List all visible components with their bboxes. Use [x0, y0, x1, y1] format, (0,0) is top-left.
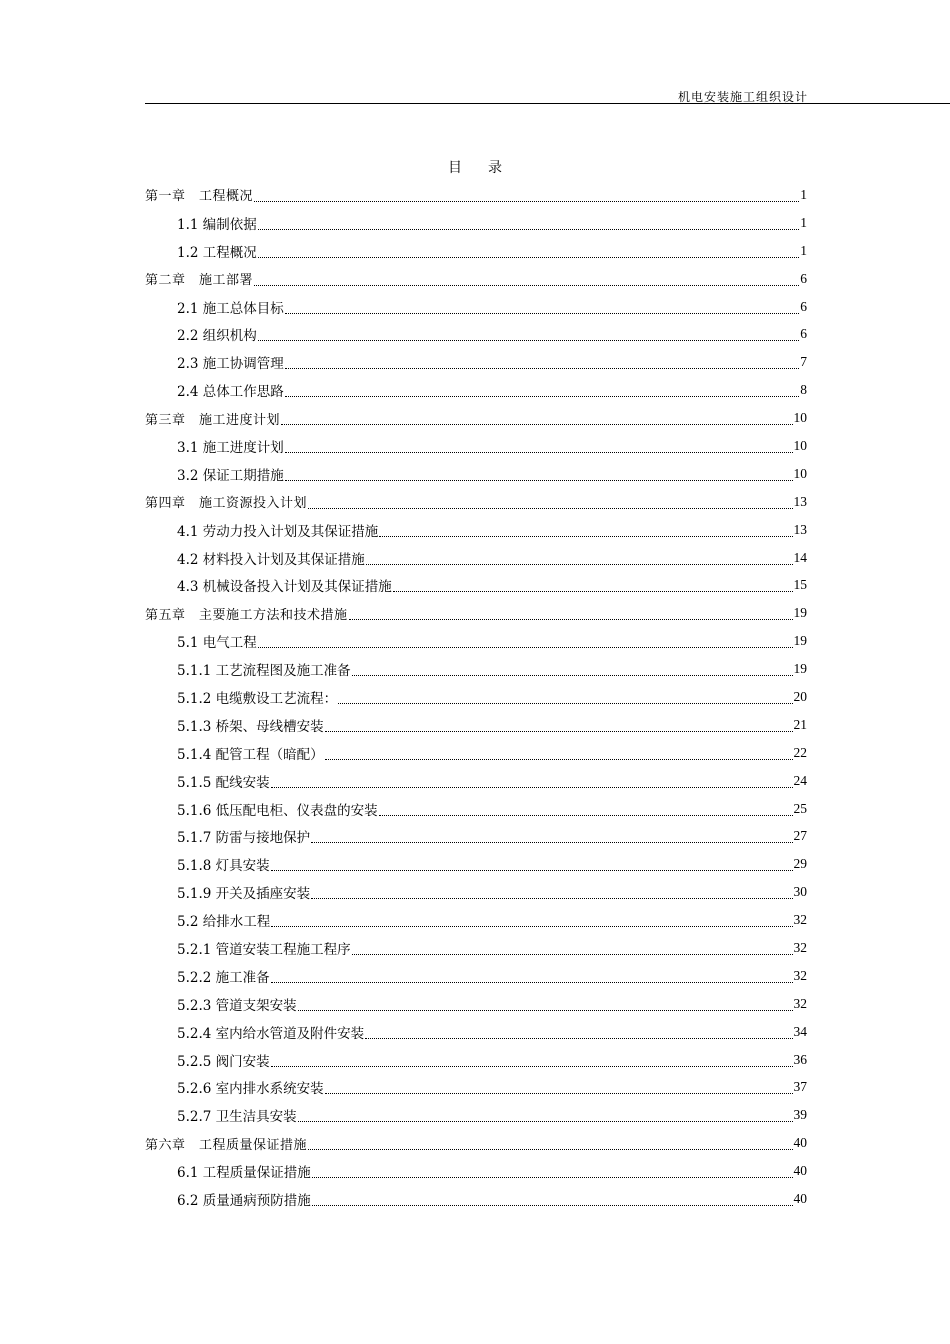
toc-section-entry[interactable] [145, 376, 807, 404]
toc-entry-page-number: 1 [800, 214, 807, 230]
toc-entry-label: 第三章 施工进度计划 [145, 412, 281, 428]
toc-section-entry[interactable] [145, 237, 807, 265]
toc-dot-leader [298, 1009, 793, 1011]
toc-entry-label: 5.2.1 管道安装工程施工程序 [177, 941, 351, 958]
toc-dot-leader [258, 646, 793, 648]
toc-entry-page-number: 10 [793, 437, 807, 453]
toc-dot-leader [379, 814, 793, 816]
toc-section-entry[interactable] [145, 850, 807, 878]
toc-dot-leader [325, 1092, 793, 1094]
toc-dot-leader [379, 535, 792, 537]
toc-entry-page-number: 15 [793, 577, 807, 593]
toc-section-entry[interactable] [145, 1074, 807, 1102]
toc-entry-page-number: 6 [800, 326, 807, 342]
toc-entry-label: 5.1.2 电缆敷设工艺流程： [177, 690, 338, 707]
toc-entry-page-number: 13 [793, 493, 807, 509]
toc-dot-leader [338, 702, 792, 704]
toc-entry-label: 6.2 质量通病预防措施 [177, 1193, 311, 1209]
toc-section-entry[interactable] [145, 627, 807, 655]
toc-dot-leader [312, 1204, 793, 1206]
toc-dot-leader [365, 1037, 792, 1039]
toc-entry-page-number: 32 [793, 995, 807, 1011]
toc-section-entry[interactable] [145, 544, 807, 572]
toc-section-entry[interactable] [145, 460, 807, 488]
toc-dot-leader [254, 200, 799, 202]
header-rule [145, 103, 950, 104]
toc-entry-page-number: 19 [793, 633, 807, 649]
toc-entry-page-number: 27 [793, 828, 807, 844]
toc-entry-page-number: 21 [793, 716, 807, 732]
toc-entry-label: 2.4 总体工作思路 [177, 384, 284, 401]
toc-dot-leader [298, 1120, 793, 1122]
toc-entry-label: 1.2 工程概况 [177, 244, 257, 261]
toc-dot-leader [352, 674, 793, 676]
toc-entry-label: 第二章 施工部署 [145, 273, 254, 289]
toc-dot-leader [311, 841, 792, 843]
toc-entry-page-number: 10 [793, 410, 807, 426]
toc-title: 目录 [448, 160, 528, 176]
toc-dot-leader [312, 1176, 793, 1178]
toc-section-entry[interactable] [145, 320, 807, 348]
toc-dot-leader [285, 312, 799, 314]
toc-chapter-entry[interactable] [145, 404, 807, 432]
toc-dot-leader [271, 786, 793, 788]
toc-dot-leader [271, 981, 793, 983]
toc-entry-page-number: 24 [793, 772, 807, 788]
toc-chapter-entry[interactable] [145, 265, 807, 293]
toc-entry-page-number: 32 [793, 939, 807, 955]
toc-dot-leader [349, 618, 793, 620]
toc-section-entry[interactable] [145, 432, 807, 460]
toc-dot-leader [271, 1065, 793, 1067]
toc-entry-label: 3.1 施工进度计划 [177, 439, 284, 456]
toc-chapter-entry[interactable] [145, 488, 807, 516]
toc-dot-leader [352, 953, 793, 955]
toc-entry-page-number: 30 [793, 884, 807, 900]
toc-chapter-entry[interactable] [145, 1129, 807, 1157]
toc-entry-page-number: 1 [800, 242, 807, 258]
toc-entry-page-number: 40 [793, 1191, 807, 1206]
toc-entry-label: 4.1 劳动力投入计划及其保证措施 [177, 523, 379, 540]
toc-entry-label: 5.1.9 开关及插座安装 [177, 886, 311, 903]
toc-section-entry[interactable] [145, 711, 807, 739]
toc-entry-label: 5.1.3 桥架、母线槽安装 [177, 718, 324, 735]
toc-section-entry[interactable] [145, 209, 807, 237]
toc-entry-label: 2.2 组织机构 [177, 328, 257, 345]
toc-dot-leader [254, 284, 799, 286]
toc-entry-label: 第五章 主要施工方法和技术措施 [145, 607, 348, 623]
toc-section-entry[interactable] [145, 767, 807, 795]
table-of-contents [145, 181, 807, 1213]
toc-entry-label: 4.2 材料投入计划及其保证措施 [177, 551, 365, 568]
toc-entry-page-number: 1 [800, 186, 807, 202]
toc-entry-label: 5.2.6 室内排水系统安装 [177, 1081, 324, 1098]
toc-section-entry[interactable] [145, 1046, 807, 1074]
toc-entry-label: 2.1 施工总体目标 [177, 300, 284, 317]
toc-entry-label: 5.1.1 工艺流程图及施工准备 [177, 663, 351, 680]
toc-entry-label: 3.2 保证工期措施 [177, 467, 284, 484]
toc-entry-label: 5.1 电气工程 [177, 635, 257, 652]
toc-section-entry[interactable] [145, 962, 807, 990]
toc-entry-label: 5.1.4 配管工程（暗配） [177, 746, 324, 763]
toc-section-entry[interactable] [145, 990, 807, 1018]
toc-entry-label: 4.3 机械设备投入计划及其保证措施 [177, 579, 392, 596]
toc-section-entry[interactable] [145, 293, 807, 321]
toc-entry-label: 1.1 编制依据 [177, 216, 257, 233]
toc-entry-label: 5.1.6 低压配电柜、仪表盘的安装 [177, 802, 378, 819]
toc-section-entry[interactable] [145, 516, 807, 544]
toc-entry-label: 5.2.2 施工准备 [177, 969, 270, 986]
toc-section-entry[interactable] [145, 795, 807, 823]
toc-entry-page-number: 37 [793, 1079, 807, 1095]
toc-section-entry[interactable] [145, 1157, 807, 1185]
toc-dot-leader [281, 423, 792, 425]
toc-entry-label: 5.2.5 阀门安装 [177, 1053, 270, 1070]
toc-section-entry[interactable] [145, 571, 807, 599]
toc-entry-label: 2.3 施工协调管理 [177, 356, 284, 373]
toc-entry-page-number: 13 [793, 521, 807, 537]
toc-dot-leader [325, 758, 793, 760]
toc-entry-label: 第四章 施工资源投入计划 [145, 496, 308, 512]
toc-section-entry[interactable] [145, 878, 807, 906]
toc-entry-label: 6.1 工程质量保证措施 [177, 1165, 311, 1182]
toc-dot-leader [366, 563, 793, 565]
toc-entry-page-number: 22 [793, 744, 807, 760]
toc-dot-leader [258, 256, 799, 258]
toc-entry-label: 第一章 工程概况 [145, 189, 254, 205]
toc-dot-leader [285, 395, 799, 397]
toc-dot-leader [285, 479, 793, 481]
toc-entry-page-number: 7 [800, 354, 807, 370]
toc-chapter-entry[interactable] [145, 181, 807, 209]
toc-section-entry[interactable] [145, 739, 807, 767]
toc-section-entry[interactable] [145, 655, 807, 683]
toc-entry-page-number: 25 [793, 800, 807, 816]
toc-entry-page-number: 19 [793, 605, 807, 621]
toc-dot-leader [393, 590, 793, 592]
toc-entry-page-number: 10 [793, 465, 807, 481]
toc-entry-page-number: 34 [793, 1023, 807, 1039]
toc-dot-leader [285, 451, 793, 453]
toc-entry-page-number: 39 [793, 1107, 807, 1123]
toc-entry-page-number: 36 [793, 1051, 807, 1067]
toc-section-entry[interactable] [145, 683, 807, 711]
toc-dot-leader [271, 869, 793, 871]
toc-entry-page-number: 19 [793, 661, 807, 677]
toc-entry-page-number: 40 [793, 1163, 807, 1179]
toc-section-entry[interactable] [145, 1018, 807, 1046]
toc-section-entry[interactable] [145, 348, 807, 376]
toc-dot-leader [258, 228, 799, 230]
toc-entry-label: 第六章 工程质量保证措施 [145, 1137, 308, 1153]
header-title: 机电安装施工组织设计 [677, 90, 808, 104]
toc-entry-label: 5.2.3 管道支架安装 [177, 997, 297, 1014]
toc-entry-page-number: 40 [793, 1135, 807, 1151]
toc-dot-leader [325, 730, 793, 732]
toc-dot-leader [308, 507, 792, 509]
toc-dot-leader [308, 1148, 792, 1150]
toc-section-entry[interactable] [145, 906, 807, 934]
running-header [0, 0, 950, 110]
toc-chapter-entry[interactable] [145, 599, 807, 627]
toc-entry-page-number: 14 [793, 549, 807, 565]
toc-entry-page-number: 32 [793, 967, 807, 983]
toc-dot-leader [311, 897, 792, 899]
toc-entry-page-number: 29 [793, 856, 807, 872]
toc-entry-page-number: 20 [793, 688, 807, 704]
toc-section-entry[interactable] [145, 934, 807, 962]
toc-section-entry[interactable] [145, 1101, 807, 1129]
toc-entry-label: 5.2 给排水工程 [177, 914, 271, 931]
toc-entry-label: 5.2.7 卫生洁具安装 [177, 1109, 297, 1126]
toc-dot-leader [258, 339, 799, 341]
toc-entry-page-number: 6 [800, 270, 807, 286]
toc-entry-label: 5.1.7 防雷与接地保护 [177, 830, 311, 847]
toc-dot-leader [271, 925, 792, 927]
toc-entry-page-number: 32 [793, 912, 807, 928]
toc-entry-label: 5.1.5 配线安装 [177, 774, 270, 791]
toc-section-entry[interactable] [145, 1185, 807, 1213]
toc-dot-leader [285, 367, 799, 369]
toc-entry-page-number: 8 [800, 382, 807, 398]
toc-entry-page-number: 6 [800, 298, 807, 314]
toc-entry-label: 5.1.8 灯具安装 [177, 858, 270, 875]
toc-entry-label: 5.2.4 室内给水管道及附件安装 [177, 1025, 365, 1042]
toc-section-entry[interactable] [145, 822, 807, 850]
